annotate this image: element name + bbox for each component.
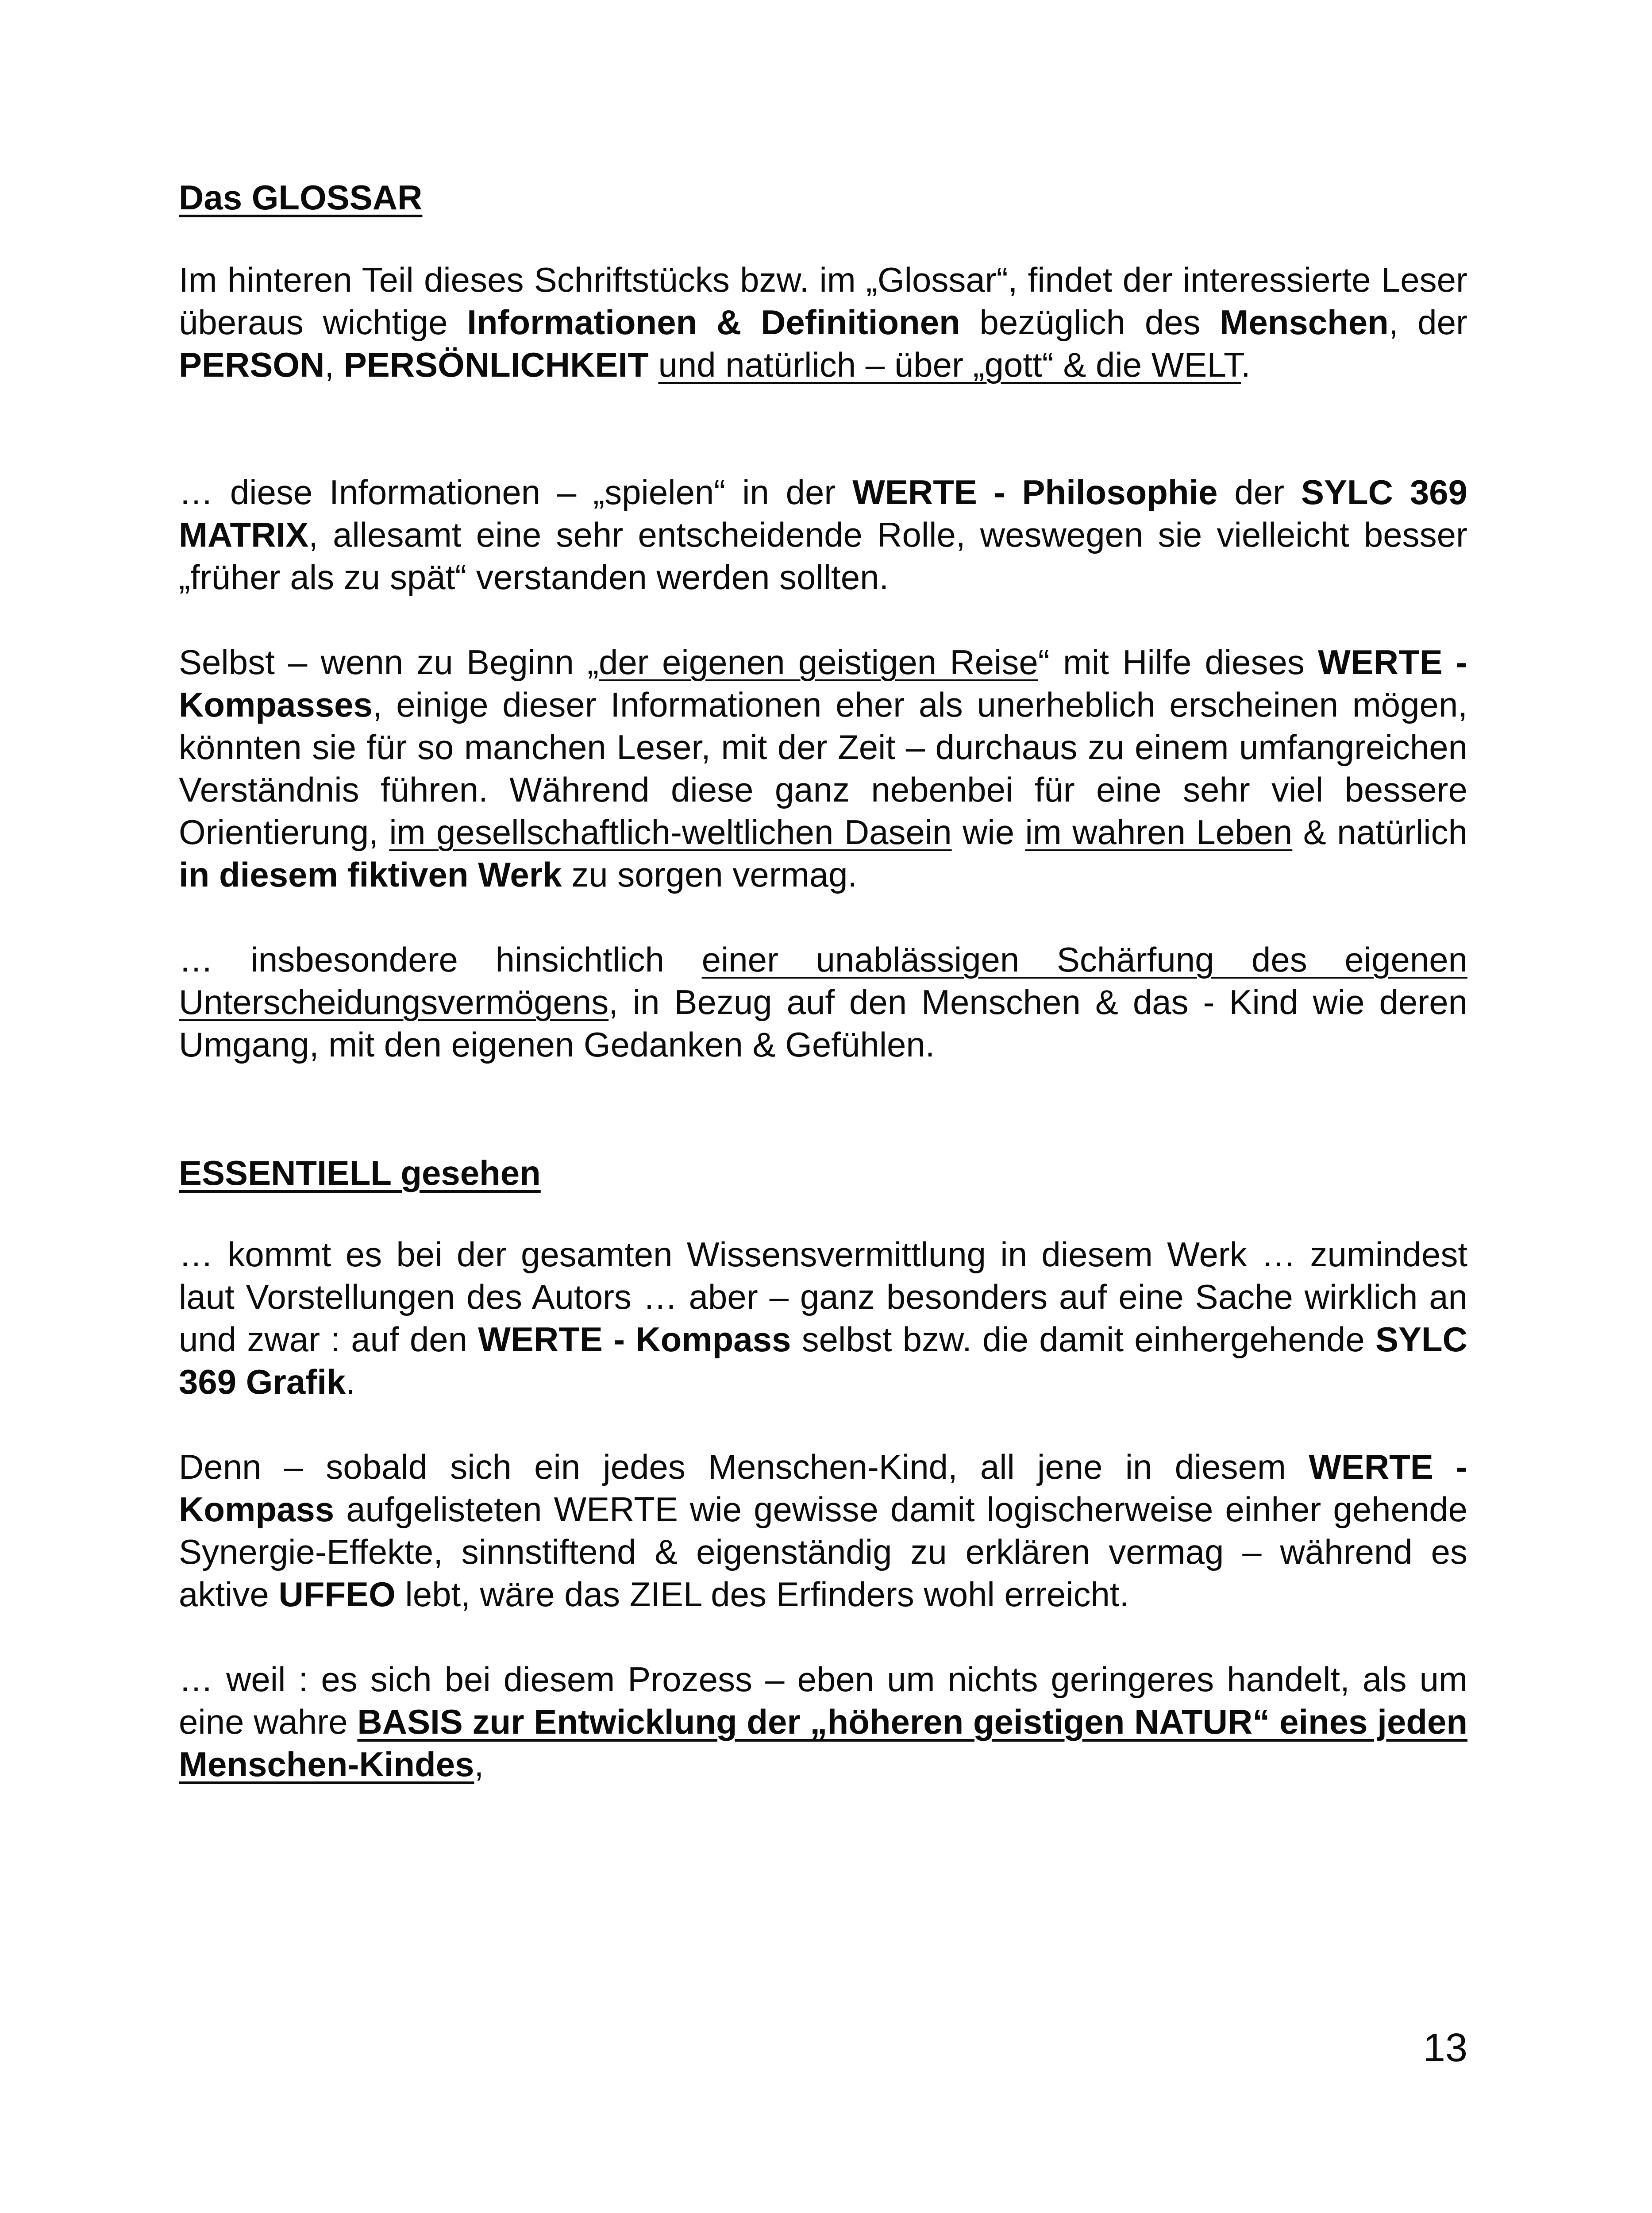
text-run: . xyxy=(1241,345,1251,384)
paragraph-geistige-reise xyxy=(179,641,1467,896)
text-run: der eigenen geistigen Reise xyxy=(599,643,1038,682)
text-run: … diese Informationen – „spielen“ in der xyxy=(179,473,853,512)
text-run: “ mit Hilfe dieses xyxy=(1038,643,1318,682)
text-run: zu sorgen vermag. xyxy=(562,855,858,894)
text-run: und natürlich – über „gott“ & die WELT xyxy=(658,345,1241,384)
text-run: Menschen xyxy=(1220,303,1389,342)
document-page xyxy=(179,0,1467,2213)
text-run: der xyxy=(1217,473,1301,512)
text-run: aufgelisteten WERTE wie gewisse damit logischerweise einher gehende Synergie-Effekte, sinnstiftend & eigenständig zu erklären vermag – während es aktive xyxy=(179,1490,1467,1614)
text-run: , allesamt eine sehr entscheidende Rolle, weswegen sie vielleicht besser „früher als zu spät“ verstanden werden sollten. xyxy=(179,515,1467,597)
page-number: 13 xyxy=(1423,2026,1467,2070)
text-run: einer unablässigen Schärfung des eigenen Unterscheidungsvermögens xyxy=(179,940,1467,1022)
text-run xyxy=(649,345,658,384)
text-run: PERSON xyxy=(179,345,325,384)
text-run: , xyxy=(324,345,344,384)
paragraph-informationen-rolle xyxy=(179,471,1467,598)
section-heading-glossar: Das GLOSSAR xyxy=(179,178,423,217)
paragraph-werte-kompass xyxy=(179,1233,1467,1403)
text-run: PERSÖNLICHKEIT xyxy=(343,345,649,384)
text-run: . xyxy=(346,1362,355,1401)
text-run: in diesem fiktiven Werk xyxy=(179,855,562,894)
text-run: Im hinteren Teil dieses Schriftstücks bzw. im „Glossar“, findet der interessierte Leser überaus wichtige xyxy=(179,260,1467,342)
text-run: im wahren Leben xyxy=(1025,813,1293,852)
text-run: SYLC 369 MATRIX xyxy=(179,473,1467,554)
text-run: Informationen & Definitionen xyxy=(467,303,960,342)
text-run: … weil : es sich bei diesem Prozess – eben um nichts geringeres handelt, als um eine wahre xyxy=(179,1660,1467,1741)
text-run: … insbesondere hinsichtlich xyxy=(179,940,702,979)
text-run: lebt, wäre das ZIEL des Erfinders wohl erreicht. xyxy=(395,1575,1129,1614)
paragraph-ziel-des-erfinders xyxy=(179,1446,1467,1615)
text-run: wie xyxy=(951,813,1025,852)
text-run: , in Bezug auf den Menschen & das - Kind wie deren Umgang, mit den eigenen Gedanken & Gefühlen. xyxy=(179,983,1467,1064)
text-run: & natürlich xyxy=(1292,813,1467,852)
text-run: , einige dieser Informationen eher als unerheblich erscheinen mögen, könnten sie für so manchen Leser, mit der Zeit – durchaus zu einem umfangreichen Verständnis führen. Während diese ganz nebenbei für eine sehr viel bessere Orientierung, xyxy=(179,685,1467,852)
paragraph-unterscheidungsvermoegen xyxy=(179,938,1467,1066)
text-run: bezüglich des xyxy=(960,303,1220,342)
text-run: WERTE - Kompass xyxy=(478,1320,791,1359)
section-heading-essentiell: ESSENTIELL gesehen xyxy=(179,1153,541,1192)
text-run: WERTE - Philosophie xyxy=(852,473,1218,512)
text-run: selbst bzw. die damit einhergehende xyxy=(791,1320,1375,1359)
text-run: SYLC 369 Grafik xyxy=(179,1320,1468,1401)
text-run: WERTE - Kompass xyxy=(179,1447,1467,1529)
text-run: , xyxy=(474,1745,484,1784)
text-run: Denn – sobald sich ein jedes Menschen-Kind, all jene in diesem xyxy=(179,1447,1309,1486)
paragraph-glossar-intro xyxy=(179,258,1467,386)
text-run: Selbst – wenn zu Beginn „ xyxy=(179,643,599,682)
text-run: UFFEO xyxy=(278,1575,396,1614)
paragraph-basis-entwicklung xyxy=(179,1658,1467,1785)
text-run: WERTE - Kompasses xyxy=(179,643,1468,724)
text-run: BASIS zur Entwicklung der „höheren geistigen NATUR“ eines jeden Menschen-Kindes xyxy=(179,1702,1467,1784)
text-run: … kommt es bei der gesamten Wissensvermittlung in diesem Werk … zumindest laut Vorstellungen des Autors … aber – ganz besonders auf eine Sache wirklich an und zwar : auf den xyxy=(179,1235,1467,1359)
text-run: , der xyxy=(1388,303,1467,342)
text-run: im gesellschaftlich-weltlichen Dasein xyxy=(389,813,952,852)
